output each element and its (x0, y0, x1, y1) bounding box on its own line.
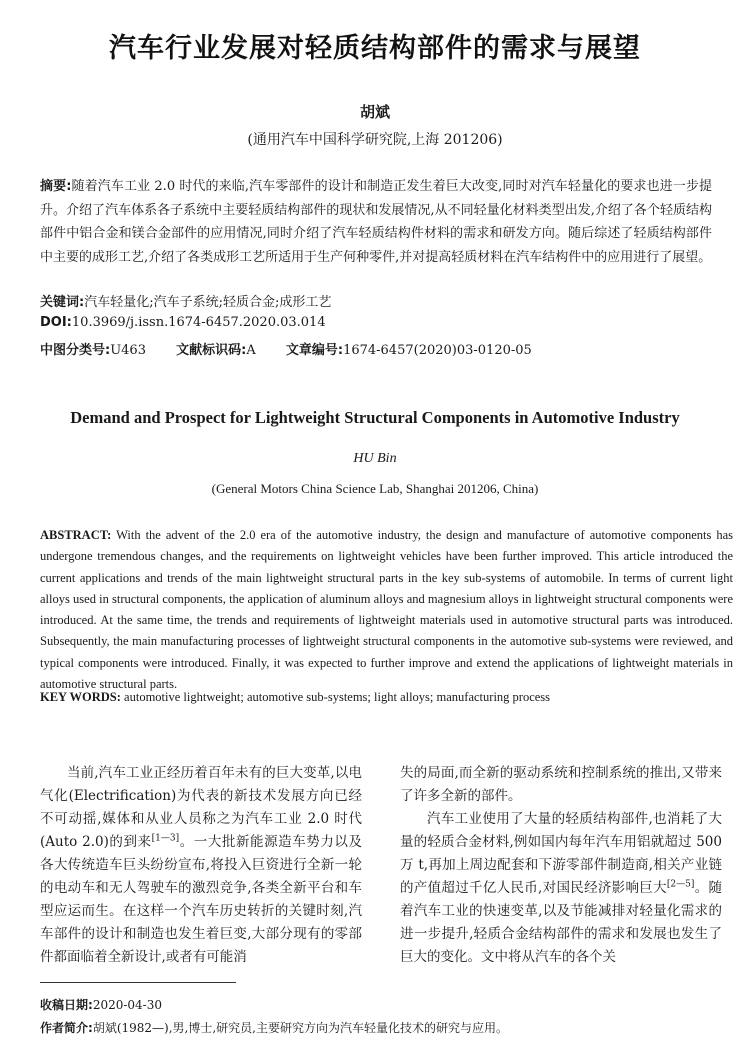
keywords-cn-label: 关键词: (40, 295, 85, 310)
doi-line (40, 315, 326, 330)
citation-ref[interactable]: [1—3] (151, 833, 180, 844)
body-column-right (400, 762, 722, 969)
body-paragraph (40, 762, 362, 969)
clc-value: U463 (110, 343, 146, 358)
abstract-en-text: With the advent of the 2.0 era of the automotive industry, the design and manufacture of automotive components has undergone tremendous changes, and the requirements on lightweight vehicles have been further improved. This article introduced the current applications and trends of the main lightweight structural parts in the key sub-systems of automobile. In terms of current light alloys used in structural components, the application of aluminum alloys and magnesium alloys in lightweight structural components were introduced. At the same time, the trends and requirements of lightweight materials used in automotive structural parts was introduced. Subsequently, the main manufacturing processes of lightweight structural components in the automotive sub-systems were reviewed, and typical components were introduced. Finally, it was expected to further improve and extend the applications of lightweight materials in automotive structural parts. (40, 528, 734, 692)
author-cn: 胡斌 (359, 103, 390, 121)
received-value: 2020-04-30 (92, 998, 162, 1012)
received-label: 收稿日期: (40, 998, 93, 1012)
author-bio (40, 1019, 508, 1036)
body-paragraph (400, 808, 722, 969)
abstract-cn (40, 175, 712, 269)
footnote-rule (40, 982, 236, 983)
author-en: HU Bin (353, 451, 397, 466)
doc-code-label: 文献标识码: (176, 343, 247, 358)
classification-line (40, 339, 532, 358)
article-number-value: 1674-6457(2020)03-0120-05 (343, 343, 532, 358)
doi-label: DOI: (40, 315, 72, 330)
abstract-en (40, 525, 733, 695)
body-text: 汽车工业使用了大量的轻质结构部件,也消耗了大量的轻质合金材料,例如国内每年汽车用铝就超过 500 万 t,再加上周边配套和下游零部件制造商,相关产业链的产值超过千亿人民币,对国民经济影响巨大 (400, 811, 722, 896)
keywords-en (40, 690, 733, 705)
abstract-en-label: ABSTRACT: (40, 528, 112, 542)
body-text: 当前,汽车工业正经历着百年未有的巨大变革,以电气化(Electrification)为代表的新技术发展方向已经不可动摇,媒体和从业人员称之为汽车工业 2.0 时代(Auto 2.0)的到来 (40, 765, 362, 850)
affiliation-en: (General Motors China Science Lab, Shanghai 201206, China) (211, 481, 539, 496)
keywords-cn (40, 291, 331, 310)
abstract-cn-label: 摘要: (40, 179, 72, 194)
keywords-en-label: KEY WORDS: (40, 690, 121, 704)
abstract-cn-text: 随着汽车工业 2.0 时代的来临,汽车零部件的设计和制造正发生着巨大改变,同时对汽车轻量化的要求也进一步提升。介绍了汽车体系各子系统中主要轻质结构部件的现状和发展情况,从不同轻量化材料类型出发,介绍了各个轻质结构部件中铝合金和镁合金部件的应用情况,同时介绍了汽车轻质结构件材料的需求和研发方向。随后综述了轻质结构部件中主要的成形工艺,介绍了各类成形工艺所适用于生产何种零件,并对提高轻质材料在汽车结构件中的应用进行了展望。 (40, 179, 712, 265)
bio-label: 作者简介: (40, 1021, 93, 1035)
keywords-cn-text: 汽车轻量化;汽车子系统;轻质合金;成形工艺 (84, 295, 332, 310)
body-paragraph (400, 762, 722, 808)
article-number-label: 文章编号: (285, 343, 344, 358)
body-column-left (40, 762, 362, 969)
affiliation-cn: (通用汽车中国科学研究院,上海 201206) (247, 132, 503, 148)
doi-value[interactable]: 10.3969/j.issn.1674-6457.2020.03.014 (71, 315, 326, 330)
body-text: 。随着汽车工业的快速变革,以及节能减排对轻量化需求的进一步提升,轻质合金结构部件的需求和发展也发生了巨大的变化。文中将从汽车的各个关 (400, 880, 723, 965)
title-en: Demand and Prospect for Lightweight Structural Components in Automotive Industry (70, 408, 680, 427)
body-text: 。一大批新能源造车势力以及各大传统造车巨头纷纷宣布,将投入巨资进行全新一轮的电动车和无人驾驶车的激烈竞争,各类全新平台和车型应运而生。在这样一个汽车历史转折的关键时刻,汽车部件的设计和制造也发生着巨变,大部分现有的零部件都面临着全新设计,或者有可能消 (40, 834, 363, 965)
doc-code-value: A (246, 343, 256, 358)
keywords-en-text: automotive lightweight; automotive sub-systems; light alloys; manufacturing process (124, 690, 551, 704)
clc-label: 中图分类号: (40, 343, 111, 358)
body-text: 失的局面,而全新的驱动系统和控制系统的推出,又带来了许多全新的部件。 (400, 765, 722, 804)
title-cn: 汽车行业发展对轻质结构部件的需求与展望 (109, 33, 641, 64)
received-date (40, 996, 162, 1013)
bio-text: 胡斌(1982—),男,博士,研究员,主要研究方向为汽车轻量化技术的研究与应用。 (92, 1021, 508, 1035)
citation-ref[interactable]: [2—5] (666, 879, 695, 890)
